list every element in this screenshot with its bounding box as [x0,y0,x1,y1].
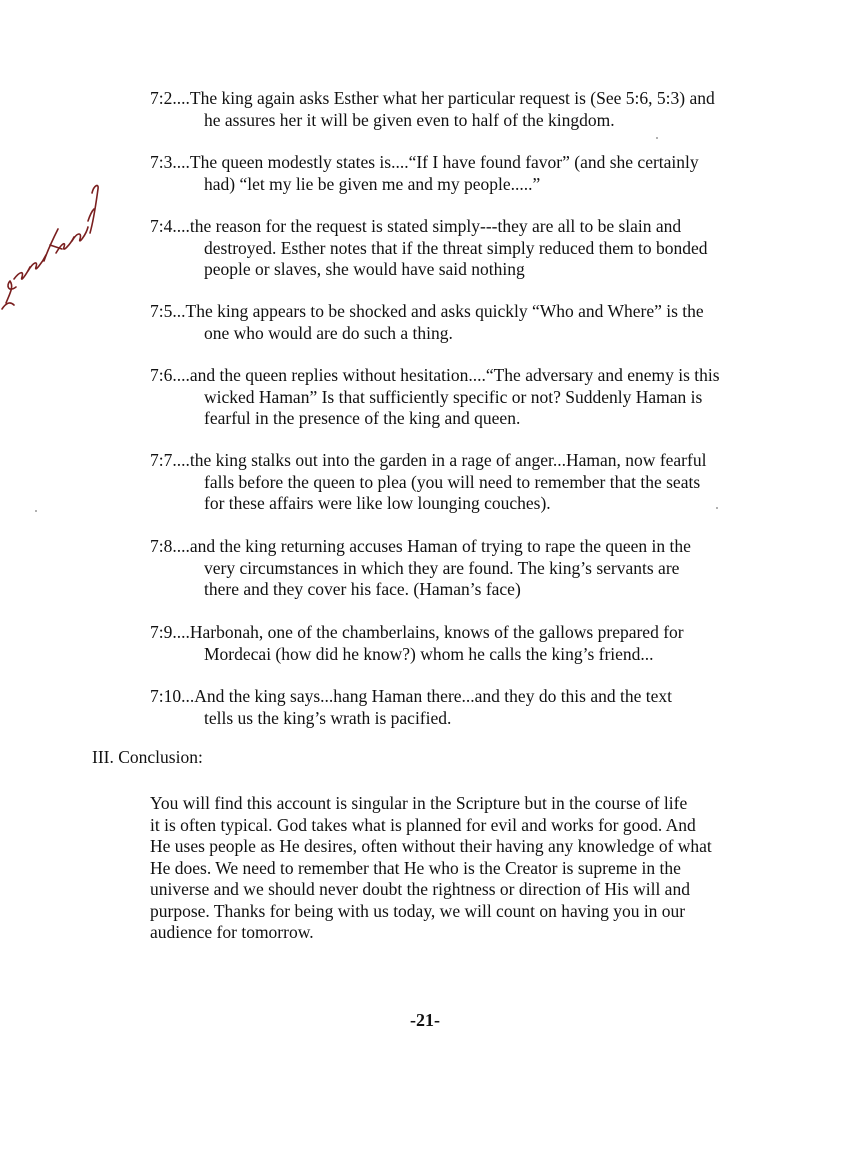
verse-line: for these affairs were like low lounging couches). [204,493,551,513]
verse-line: The king appears to be shocked and asks quickly “Who and Where” is the [185,301,704,321]
paragraph-line: universe and we should never doubt the rightness or direction of His will and [150,879,690,899]
paragraph-line: You will find this account is singular in the Scripture but in the course of life [150,793,688,813]
paragraph-line: it is often typical. God takes what is planned for evil and works for good. And [150,814,696,835]
verse-ref: 7:10... [150,686,195,706]
scan-speck [656,137,658,139]
verse-line: The king again asks Esther what her particular request is (See 5:6, 5:3) and [189,88,715,108]
scan-speck [716,507,718,509]
verse-line: the king stalks out into the garden in a rage of anger...Haman, now fearful [189,450,707,470]
verse-7-7 [150,450,750,515]
verse-line: wicked Haman” Is that sufficiently specific or not? Suddenly Haman is [204,386,703,407]
verse-7-6 [150,365,750,430]
page-number: -21- [410,1010,440,1030]
verse-7-5 [150,301,750,344]
verse-ref: 7:5... [150,301,186,321]
verse-ref: 7:8.... [150,536,190,556]
verse-7-8 [150,536,750,601]
verse-line: The queen modestly states is....“If I have found favor” (and she certainly [189,152,699,172]
verse-line: there and they cover his face. (Haman’s face) [204,579,521,599]
verse-line: fearful in the presence of the king and queen. [204,408,521,428]
verse-line: very circumstances in which they are found. The king’s servants are [204,557,680,578]
verse-7-3 [150,152,750,195]
verse-line: tells us the king’s wrath is pacified. [204,707,452,728]
verse-line: Harbonah, one of the chamberlains, knows of the gallows prepared for [189,622,684,642]
conclusion-paragraph [150,793,750,944]
paragraph-line: He uses people as He desires, often without their having any knowledge of what [150,836,712,856]
verse-line: people or slaves, she would have said nothing [204,259,525,279]
verse-line: And the king says...hang Haman there...and they do this and the text [194,686,672,706]
paragraph-line: audience for tomorrow. [150,922,314,942]
verse-ref: 7:4.... [150,216,190,236]
verse-7-9 [150,622,750,665]
verse-line: Mordecai (how did he know?) whom he calls the king’s friend... [204,643,654,664]
verse-7-4 [150,216,750,281]
verse-line: and the queen replies without hesitation....“The adversary and enemy is this [189,365,720,385]
verse-7-10 [150,686,750,729]
paragraph-line: purpose. Thanks for being with us today, we will count on having you in our [150,900,686,921]
verse-ref: 7:7.... [150,450,190,470]
verse-line: had) “let my lie be given me and my people.....” [204,173,541,194]
section-heading: III. Conclusion: [92,747,203,767]
scan-speck [35,510,37,512]
verse-line: one who would are do such a thing. [204,322,453,343]
verse-line: falls before the queen to plea (you will need to remember that the seats [204,471,701,492]
verse-line: the reason for the request is stated simply---they are all to be slain and [189,216,682,236]
verse-ref: 7:9.... [150,622,190,642]
verse-ref: 7:3.... [150,152,190,172]
verse-7-2 [150,88,750,131]
verse-line: destroyed. Esther notes that if the threat simply reduced them to bonded [204,237,708,258]
verse-line: and the king returning accuses Haman of trying to rape the queen in the [189,536,691,556]
verse-ref: 7:2.... [150,88,190,108]
handwritten-signature [0,175,110,315]
verse-ref: 7:6.... [150,365,190,385]
verse-line: he assures her it will be given even to half of the kingdom. [204,109,615,130]
paragraph-line: He does. We need to remember that He who is the Creator is supreme in the [150,857,681,878]
